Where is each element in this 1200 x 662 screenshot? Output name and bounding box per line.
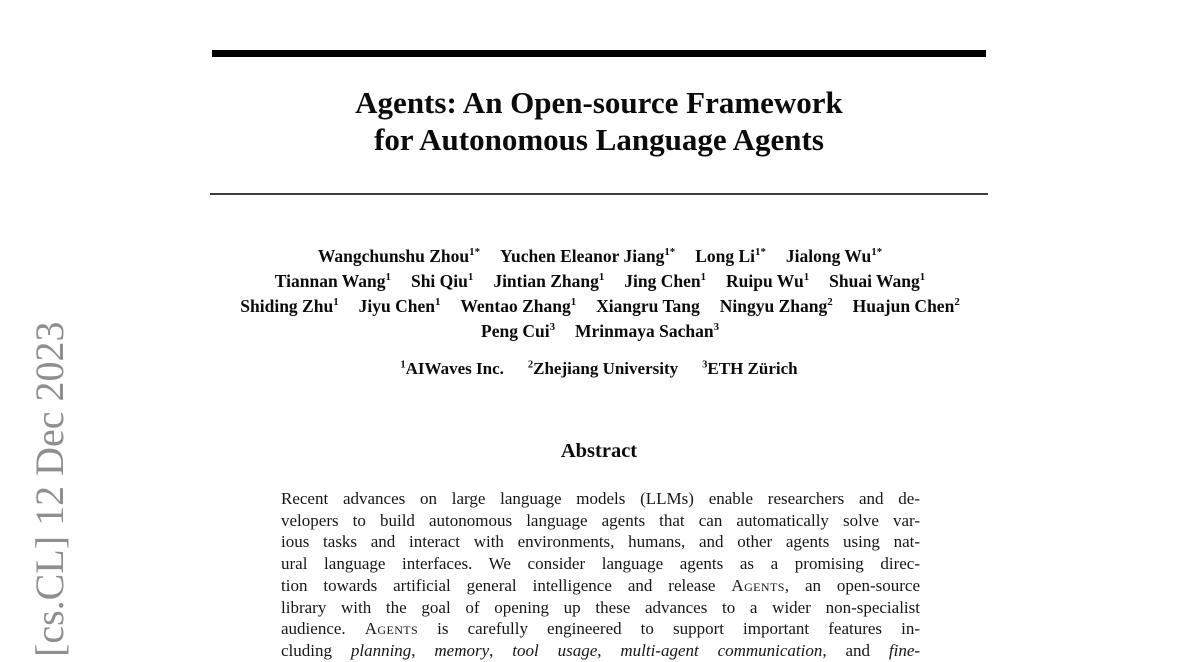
abstract-line bbox=[281, 640, 920, 662]
author-affiliation-superscript: 1 bbox=[700, 271, 707, 284]
author-name: Mrinmaya Sachan$^3$ bbox=[575, 321, 719, 341]
author-name: Xiangru Tang bbox=[596, 296, 700, 316]
author-name: Jiyu Chen$^1$ bbox=[358, 296, 441, 316]
author-affiliation-superscript: 1 bbox=[919, 271, 926, 284]
text-run: tion towards artificial general intelligence and release bbox=[281, 575, 732, 595]
arxiv-sidebar-banner: [cs.CL] 12 Dec 2023 bbox=[27, 321, 72, 657]
author-name: Peng Cui$^3$ bbox=[481, 321, 555, 341]
text-run: cluding bbox=[281, 640, 351, 660]
author-row bbox=[150, 244, 1050, 269]
affiliation-item: $^3$ETH Zürich bbox=[702, 359, 798, 378]
author-name: Wangchunshu Zhou$^{1*}$ bbox=[317, 246, 480, 266]
text-run: velopers to build autonomous language agents that can automatically solve var- bbox=[281, 510, 920, 530]
author-affiliation-superscript: 1* bbox=[755, 246, 766, 259]
title-rule-bottom bbox=[210, 193, 988, 195]
author-name: Tiannan Wang$^1$ bbox=[274, 271, 391, 291]
abstract-line bbox=[281, 597, 920, 619]
abstract-line bbox=[281, 531, 920, 553]
italic-run: planning bbox=[350, 640, 412, 660]
abstract-text bbox=[281, 488, 920, 662]
author-affiliation-superscript: 3 bbox=[713, 321, 719, 334]
author-row bbox=[150, 294, 1050, 319]
text-run: , bbox=[489, 640, 513, 660]
author-affiliation-superscript: 3 bbox=[549, 321, 555, 334]
author-affiliation-superscript: 1 bbox=[385, 271, 391, 284]
author-row bbox=[150, 319, 1050, 344]
affiliation-superscript: 1 bbox=[400, 359, 406, 371]
abstract-line bbox=[281, 488, 920, 510]
author-name: Shi Qiu$^1$ bbox=[410, 271, 474, 291]
author-affiliation-superscript: 2 bbox=[954, 296, 960, 309]
italic-run: fine- bbox=[888, 640, 921, 660]
author-name: Long $Li^{1*}$ bbox=[695, 246, 766, 266]
affiliation-superscript: 2 bbox=[527, 359, 534, 371]
author-affiliation-superscript: 1 bbox=[598, 271, 605, 284]
affiliation-item: $^1$AIWaves Inc. bbox=[400, 359, 504, 378]
author-name: Wentao Zhang$^1$ bbox=[460, 296, 577, 316]
italic-run: tool usage bbox=[512, 640, 598, 660]
abstract-line bbox=[281, 553, 920, 575]
author-affiliation-superscript: 1 bbox=[570, 296, 577, 309]
text-run: , bbox=[411, 640, 435, 660]
author-name: Jialong $Wu^{1*}$ bbox=[785, 246, 883, 266]
author-name: Ruipu Wu$^1$ bbox=[726, 271, 810, 291]
author-name: Shiding Zhu$^1$ bbox=[240, 296, 339, 316]
text-run: , an open-source bbox=[784, 575, 920, 595]
author-affiliation-superscript: 2 bbox=[827, 296, 833, 309]
author-affiliation-superscript: 1* bbox=[664, 246, 676, 259]
text-run: Recent advances on large language models (LLMs) enable researchers and de- bbox=[281, 489, 920, 508]
abstract-line bbox=[281, 510, 920, 532]
text-run: ious tasks and interact with environments, humans, and other agents using nat- bbox=[281, 532, 920, 552]
text-run: is carefully engineered to support important features in- bbox=[418, 619, 920, 639]
author-name: Ningyu Zhang$^2$ bbox=[719, 296, 833, 316]
title-rule-top bbox=[212, 50, 986, 57]
author-affiliation-superscript: 1 bbox=[333, 296, 339, 309]
author-name: Shuai Wang$^1$ bbox=[829, 271, 926, 291]
author-name: Yuchen Eleanor Jiang$^{1*}$ bbox=[499, 246, 676, 266]
abstract-line bbox=[281, 618, 920, 640]
text-run: library with the goal of opening up these advances to a wider non-specialist bbox=[281, 597, 920, 617]
author-affiliation-superscript: 1* bbox=[871, 246, 883, 259]
text-run: audience. bbox=[281, 619, 365, 639]
author-affiliation-superscript: 1* bbox=[469, 246, 480, 259]
abstract-line bbox=[281, 575, 920, 597]
text-run: , and bbox=[822, 640, 889, 660]
text-run: ural language interfaces. We consider language agents as a promising direc- bbox=[281, 554, 920, 574]
affiliation-item: $^2$Zhejiang University bbox=[527, 359, 679, 378]
author-affiliation-superscript: 1 bbox=[467, 271, 474, 284]
smallcaps-run: Agents bbox=[731, 575, 785, 595]
author-affiliation-superscript: 1 bbox=[803, 271, 810, 284]
affiliation-superscript: 3 bbox=[702, 359, 708, 371]
author-affiliation-superscript: 1 bbox=[434, 296, 441, 309]
author-list bbox=[150, 244, 1050, 344]
author-name: Huajun Chen$^2$ bbox=[852, 296, 960, 316]
smallcaps-run: Agents bbox=[364, 619, 419, 639]
affiliation-list bbox=[210, 359, 988, 379]
paper-title bbox=[210, 84, 988, 158]
abstract-heading: Abstract bbox=[560, 440, 638, 462]
text-run: , bbox=[597, 640, 621, 660]
paper-title-line-1: Agents: An Open-source Framework bbox=[355, 85, 843, 120]
italic-run: memory bbox=[434, 640, 490, 660]
author-name: Jintian Zhang$^1$ bbox=[493, 271, 605, 291]
italic-run: multi-agent communication bbox=[620, 640, 823, 660]
paper-title-line-2: for Autonomous Language Agents bbox=[374, 122, 824, 157]
author-name: Jing Chen$^1$ bbox=[624, 271, 707, 291]
author-row bbox=[150, 269, 1050, 294]
